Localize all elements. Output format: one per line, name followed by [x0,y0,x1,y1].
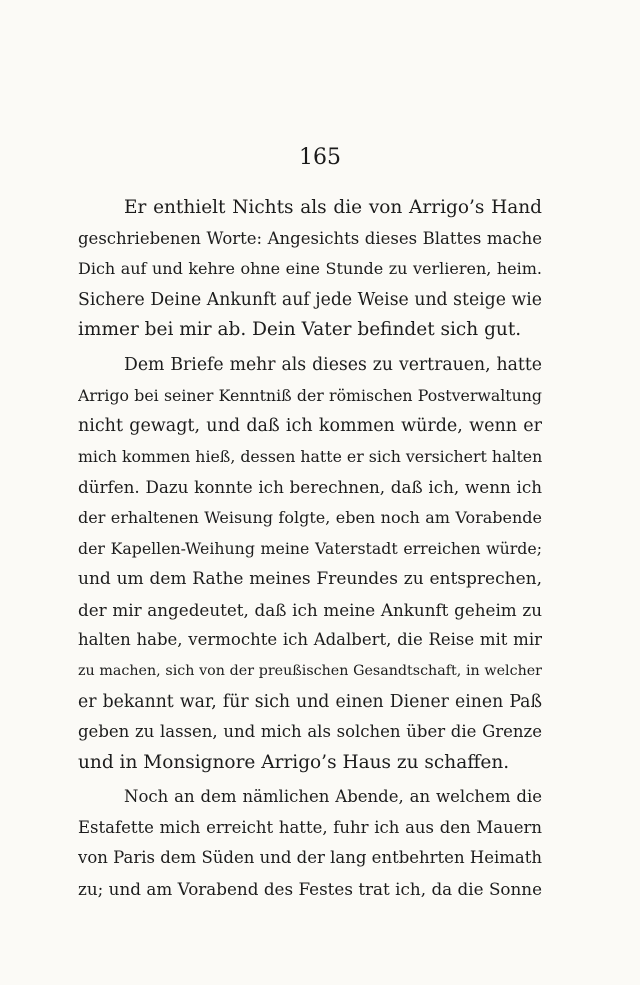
text-line: geben zu lassen, und mich als solchen über die Grenze [78,722,542,742]
text-line: der mir angedeutet, daß ich meine Ankunft geheim zu [78,599,542,620]
text-line: Dem Briefe mehr als dieses zu vertrauen, hatte [124,354,542,375]
text-line: Arrigo bei seiner Kenntniß der römischen Postverwaltung [78,385,542,405]
text-line: zu machen, sich von der preußischen Gesandtschaft, in welcher [78,662,542,679]
text-line: dürfen. Dazu konnte ich berechnen, daß ich, wenn ich [78,477,542,498]
page-number: 165 [299,145,341,170]
text-line: von Paris dem Süden und der lang entbehrten Heimath [78,848,542,868]
paragraph [78,350,542,778]
text-line: und in Monsignore Arrigo’s Haus zu schaffen. [78,751,510,773]
text-line: zu; und am Vorabend des Festes trat ich, da die Sonne [78,879,542,900]
text-line: Dich auf und kehre ohne eine Stunde zu verlieren, heim. [78,259,542,279]
text-line: immer bei mir ab. Dein Vater befindet sich gut. [78,319,522,341]
paragraph [78,193,542,346]
text-line: mich kommen hieß, dessen hatte er sich versichert halten [78,446,542,466]
text-line: Er enthielt Nichts als die von Arrigo’s Hand [124,197,542,218]
text-line: Noch an dem nämlichen Abende, an welchem die [124,787,542,807]
text-line: Estafette mich erreicht hatte, fuhr ich aus den Mauern [78,817,542,837]
text-line: der erhaltenen Weisung folgte, eben noch am Vorabende [78,507,542,527]
paragraph [78,782,542,904]
text-line: der Kapellen-Weihung meine Vaterstadt erreichen würde; [78,538,542,558]
text-line: er bekannt war, für sich und einen Diener einen Paß [78,691,542,712]
text-line: nicht gewagt, und daß ich kommen würde, wenn er [78,416,542,437]
body-text [78,193,542,905]
text-line: geschriebenen Worte: Angesichts dieses Blattes mache [78,228,542,248]
text-line: halten habe, vermochte ich Adalbert, die Reise mit mir [78,630,542,650]
text-line: Sichere Deine Ankunft auf jede Weise und steige wie [78,289,542,310]
text-line: und um dem Rathe meines Freundes zu entsprechen, [78,569,542,590]
